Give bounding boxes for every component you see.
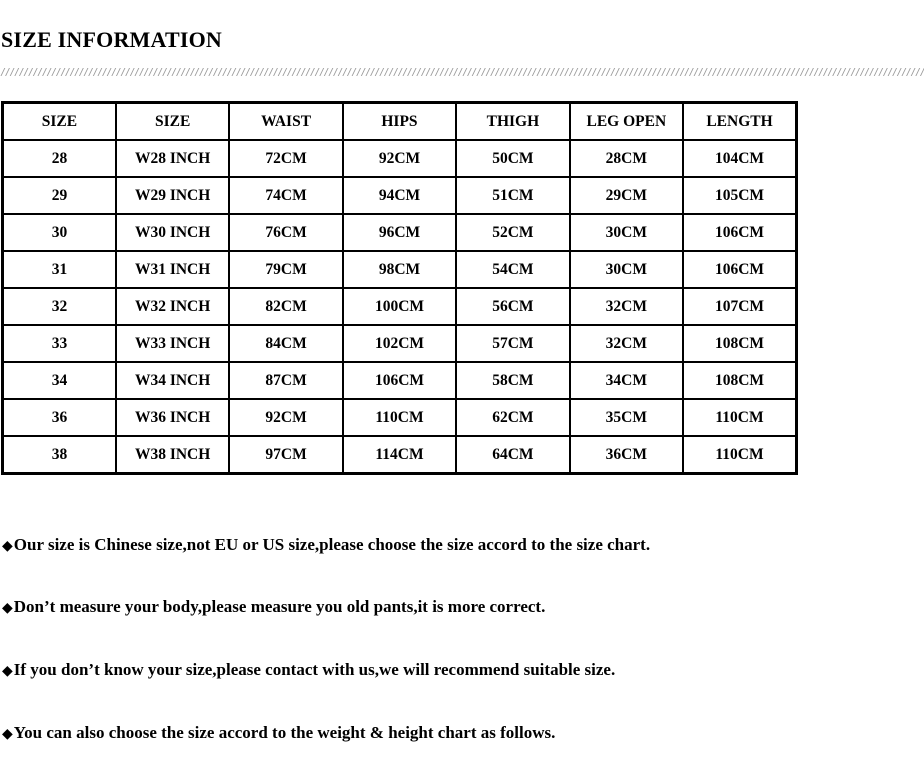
cell-leg-open: 32CM	[570, 325, 683, 362]
cell-thigh: 50CM	[456, 140, 569, 177]
cell-waist: 84CM	[229, 325, 342, 362]
cell-waist: 74CM	[229, 177, 342, 214]
header-hips: HIPS	[343, 103, 456, 141]
cell-leg-open: 29CM	[570, 177, 683, 214]
cell-leg-open: 30CM	[570, 251, 683, 288]
table-row	[3, 251, 797, 288]
table-row	[3, 436, 797, 474]
header-thigh: THIGH	[456, 103, 569, 141]
cell-size-inch: W29 INCH	[116, 177, 229, 214]
cell-size-inch: W36 INCH	[116, 399, 229, 436]
cell-hips: 94CM	[343, 177, 456, 214]
cell-waist: 72CM	[229, 140, 342, 177]
header-leg-open: LEG OPEN	[570, 103, 683, 141]
diamond-bullet-icon: ◆	[2, 600, 13, 616]
table-row	[3, 399, 797, 436]
cell-hips: 92CM	[343, 140, 456, 177]
note-item	[2, 597, 545, 617]
diamond-bullet-icon: ◆	[2, 726, 13, 742]
cell-size-number: 36	[3, 399, 116, 436]
cell-length: 110CM	[683, 399, 796, 436]
cell-waist: 82CM	[229, 288, 342, 325]
page-title: SIZE INFORMATION	[1, 27, 222, 52]
cell-length: 105CM	[683, 177, 796, 214]
cell-thigh: 57CM	[456, 325, 569, 362]
cell-hips: 106CM	[343, 362, 456, 399]
cell-hips: 100CM	[343, 288, 456, 325]
cell-length: 106CM	[683, 251, 796, 288]
cell-size-inch: W30 INCH	[116, 214, 229, 251]
cell-hips: 110CM	[343, 399, 456, 436]
note-item	[2, 660, 615, 680]
table-row	[3, 362, 797, 399]
cell-leg-open: 32CM	[570, 288, 683, 325]
cell-waist: 87CM	[229, 362, 342, 399]
table-row	[3, 325, 797, 362]
cell-size-inch: W34 INCH	[116, 362, 229, 399]
cell-size-number: 31	[3, 251, 116, 288]
cell-length: 108CM	[683, 325, 796, 362]
cell-thigh: 56CM	[456, 288, 569, 325]
note-text: Our size is Chinese size,not EU or US size,please choose the size accord to the size chart.	[13, 535, 651, 554]
cell-thigh: 62CM	[456, 399, 569, 436]
cell-length: 110CM	[683, 436, 796, 474]
note-item	[2, 535, 650, 555]
cell-hips: 114CM	[343, 436, 456, 474]
header-waist: WAIST	[229, 103, 342, 141]
table-row	[3, 288, 797, 325]
cell-leg-open: 28CM	[570, 140, 683, 177]
cell-size-inch: W32 INCH	[116, 288, 229, 325]
cell-leg-open: 35CM	[570, 399, 683, 436]
cell-leg-open: 30CM	[570, 214, 683, 251]
cell-thigh: 52CM	[456, 214, 569, 251]
note-text: Don’t measure your body,please measure you old pants,it is more correct.	[13, 597, 546, 616]
diamond-bullet-icon: ◆	[2, 663, 13, 679]
table-row	[3, 177, 797, 214]
cell-length: 107CM	[683, 288, 796, 325]
cell-size-inch: W33 INCH	[116, 325, 229, 362]
header-length: LENGTH	[683, 103, 796, 141]
table-header-row	[3, 103, 797, 141]
cell-length: 104CM	[683, 140, 796, 177]
table-body	[3, 140, 797, 474]
cell-size-number: 38	[3, 436, 116, 474]
cell-size-number: 34	[3, 362, 116, 399]
cell-thigh: 54CM	[456, 251, 569, 288]
note-text: You can also choose the size accord to the weight & height chart as follows.	[13, 723, 556, 742]
size-chart-table	[1, 101, 798, 475]
cell-hips: 98CM	[343, 251, 456, 288]
cell-waist: 76CM	[229, 214, 342, 251]
cell-size-number: 28	[3, 140, 116, 177]
table-row	[3, 214, 797, 251]
cell-size-number: 32	[3, 288, 116, 325]
cell-hips: 96CM	[343, 214, 456, 251]
cell-size-inch: W38 INCH	[116, 436, 229, 474]
cell-size-inch: W28 INCH	[116, 140, 229, 177]
cell-size-number: 30	[3, 214, 116, 251]
cell-waist: 92CM	[229, 399, 342, 436]
cell-hips: 102CM	[343, 325, 456, 362]
cell-waist: 97CM	[229, 436, 342, 474]
slash-divider: ////////////////////////////////////////////////////////////////////////////////////////////////////////////////////////////////////////////////////////////////////////////////////////////////////////	[0, 67, 924, 78]
cell-thigh: 64CM	[456, 436, 569, 474]
cell-length: 106CM	[683, 214, 796, 251]
cell-thigh: 58CM	[456, 362, 569, 399]
note-item	[2, 723, 555, 743]
cell-size-number: 33	[3, 325, 116, 362]
cell-size-inch: W31 INCH	[116, 251, 229, 288]
diamond-bullet-icon: ◆	[2, 538, 13, 554]
cell-thigh: 51CM	[456, 177, 569, 214]
cell-waist: 79CM	[229, 251, 342, 288]
cell-length: 108CM	[683, 362, 796, 399]
table-row	[3, 140, 797, 177]
cell-size-number: 29	[3, 177, 116, 214]
note-text: If you don’t know your size,please contact with us,we will recommend suitable size.	[13, 660, 616, 679]
header-size-inch: SIZE	[116, 103, 229, 141]
header-size-number: SIZE	[3, 103, 116, 141]
cell-leg-open: 36CM	[570, 436, 683, 474]
cell-leg-open: 34CM	[570, 362, 683, 399]
